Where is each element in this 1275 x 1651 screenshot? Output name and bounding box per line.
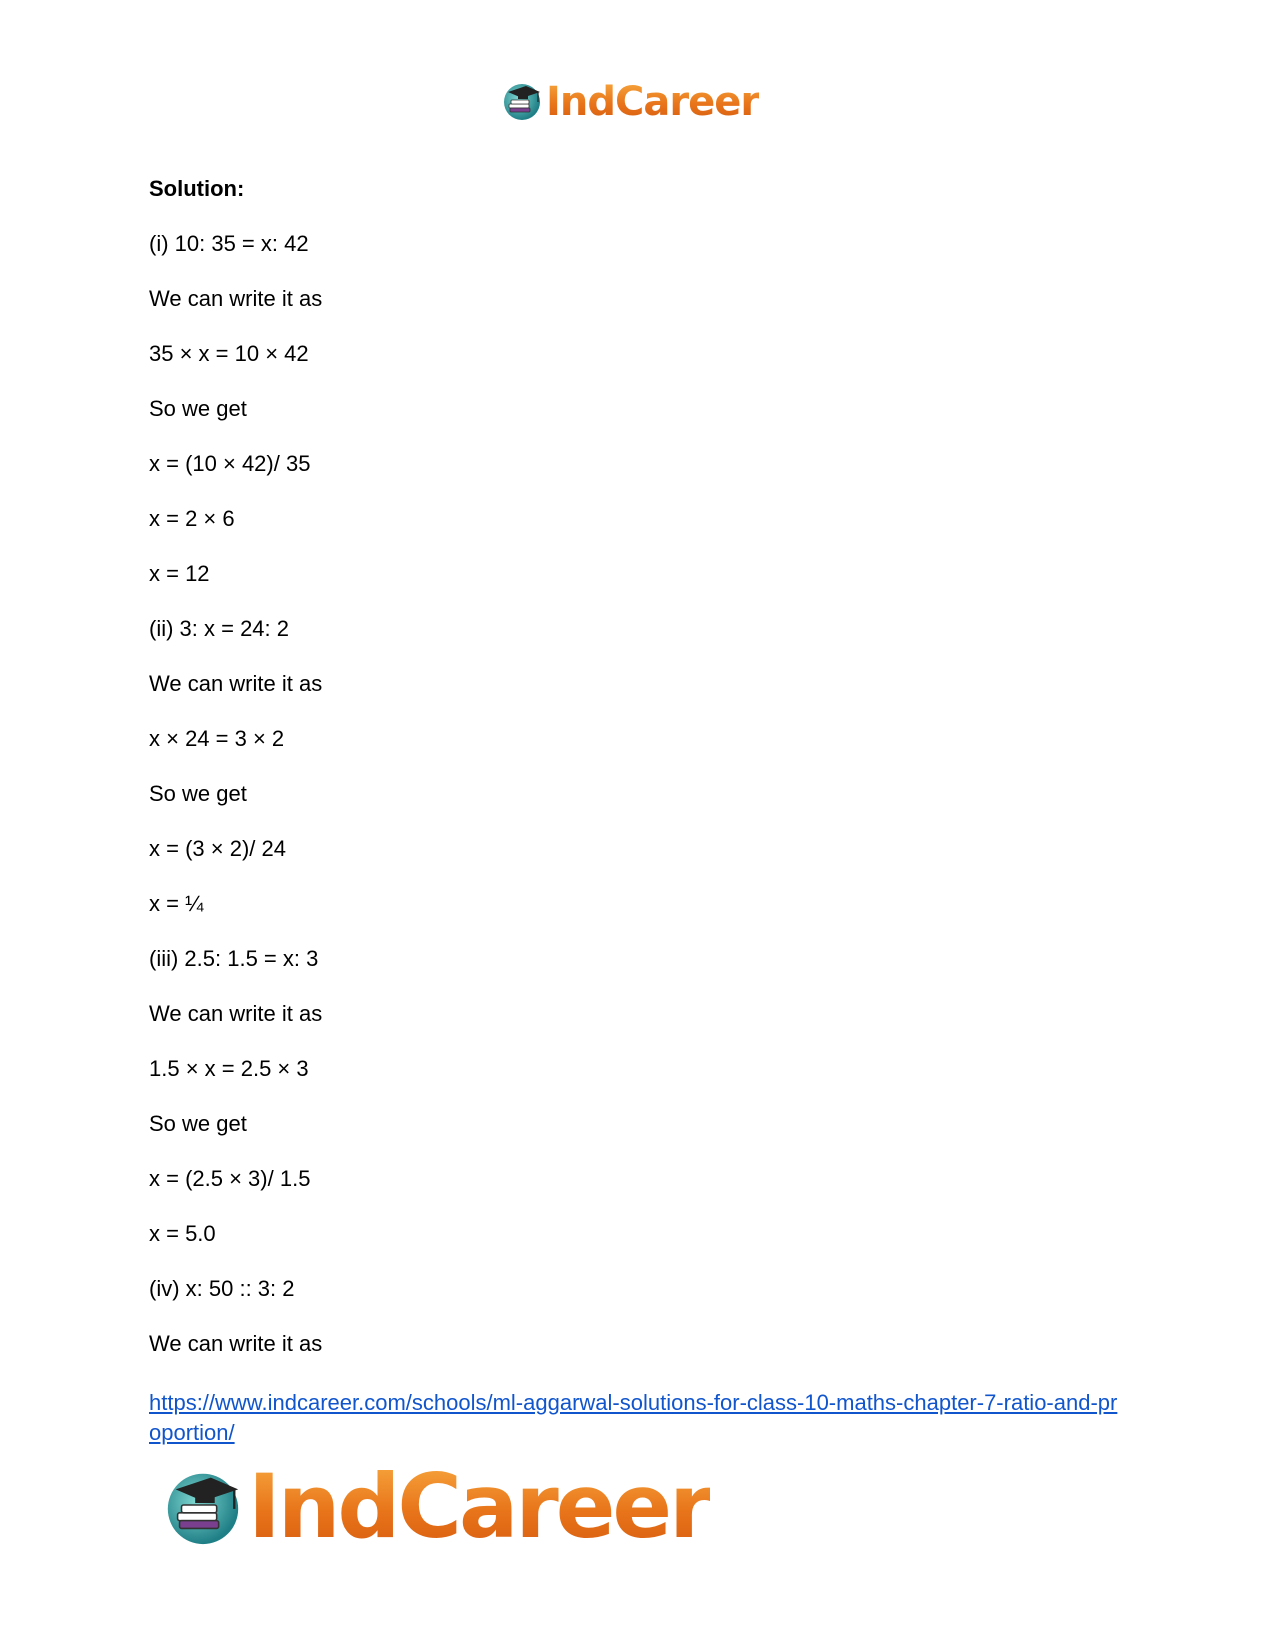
graduation-cap-books-globe-icon (160, 1462, 246, 1553)
graduation-cap-books-globe-icon (500, 78, 544, 127)
solution-line: x = 12 (149, 561, 210, 586)
solution-line: 35 × x = 10 × 42 (149, 341, 309, 366)
solution-line: x = (3 × 2)/ 24 (149, 836, 286, 861)
solution-line: So we get (149, 781, 247, 806)
solution-line: x × 24 = 3 × 2 (149, 726, 285, 751)
header-logo (500, 80, 759, 124)
solution-line: (iv) x: 50 :: 3: 2 (149, 1276, 295, 1301)
solution-heading: Solution: (149, 176, 245, 201)
solution-line: x = 5.0 (149, 1221, 216, 1246)
solution-line: So we get (149, 396, 247, 421)
logo-wordmark: IndCareer (546, 79, 760, 125)
solution-line: We can write it as (149, 1331, 323, 1356)
solution-line: We can write it as (149, 1001, 323, 1026)
solution-line: So we get (149, 1111, 247, 1136)
solution-line: We can write it as (149, 286, 323, 311)
logo-wordmark: IndCareer (248, 1455, 710, 1558)
solution-line: (ii) 3: x = 24: 2 (149, 616, 290, 641)
solution-line: (i) 10: 35 = x: 42 (149, 231, 309, 256)
solution-line: x = (10 × 42)/ 35 (149, 451, 311, 476)
source-link[interactable]: https://www.indcareer.com/schools/ml-aggarwal-solutions-for-class-10-maths-chapter-7-ratio-and-proportion/ (149, 1390, 1118, 1445)
solution-line: x = (2.5 × 3)/ 1.5 (149, 1166, 311, 1191)
solution-line: 1.5 × x = 2.5 × 3 (149, 1056, 309, 1081)
solution-line: We can write it as (149, 671, 323, 696)
solution-line: x = 2 × 6 (149, 506, 235, 531)
solution-line: x = ¼ (149, 891, 204, 916)
solution-content (149, 176, 1129, 1386)
footer-logo (160, 1455, 710, 1558)
solution-line: (iii) 2.5: 1.5 = x: 3 (149, 946, 319, 971)
